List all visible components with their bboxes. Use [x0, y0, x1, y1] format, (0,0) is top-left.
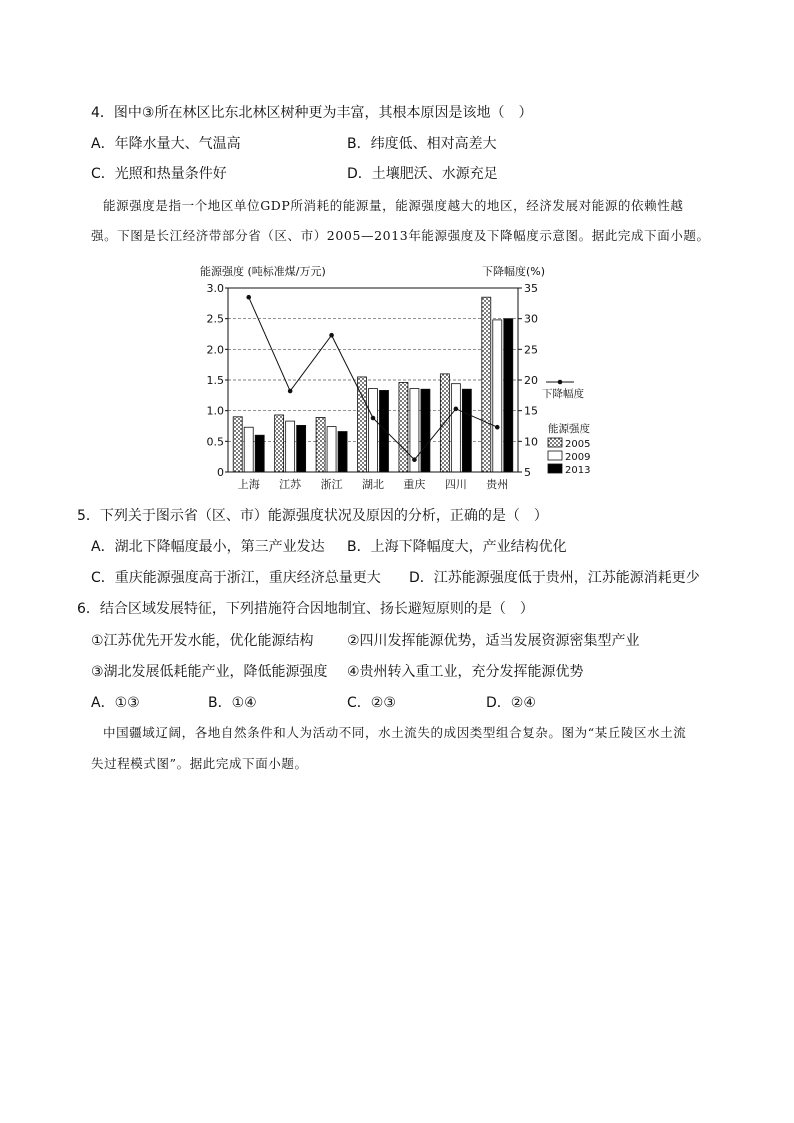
right-tick-label: 15 [524, 404, 538, 418]
bar-2009 [369, 389, 378, 472]
legend-swatch-2013 [548, 464, 562, 473]
q6-item-2: ②四川发挥能源优势，适当发展资源密集型产业 [347, 633, 640, 649]
right-tick-label: 10 [524, 435, 538, 449]
q4-stem: 4．图中③所在林区比东北林区树种更为丰富，其根本原因是该地（ ） [91, 105, 533, 121]
legend-bar-title: 能源强度 [548, 423, 590, 435]
q4-option-d[interactable]: D．土壤肥沃、水源充足 [347, 166, 498, 182]
bar-2009 [451, 384, 460, 472]
bar-2013 [421, 389, 430, 472]
category-label: 湖北 [362, 478, 384, 491]
bar-2005 [358, 377, 367, 472]
bar-2009 [286, 421, 295, 472]
category-label: 贵州 [486, 478, 509, 491]
legend-swatch-2005 [548, 438, 562, 447]
legend-line-marker [558, 380, 563, 385]
q4-option-b[interactable]: B．纬度低、相对高差大 [347, 136, 497, 152]
q5-option-b[interactable]: B．上海下降幅度大，产业结构优化 [347, 539, 567, 555]
category-label: 四川 [444, 478, 467, 491]
decline-rate-point [246, 295, 251, 300]
left-axis-label: 能源强度 (吨标准煤/万元) [200, 265, 326, 278]
bar-2013 [504, 319, 513, 472]
q6-option-a[interactable]: A．①③ [91, 695, 140, 711]
bar-2013 [297, 425, 306, 472]
q5-option-d[interactable]: D．江苏能源强度低于贵州，江苏能源消耗更少 [409, 570, 700, 586]
bar-2013 [380, 390, 389, 472]
bar-2013 [255, 435, 264, 472]
legend-line-label: 下降幅度 [542, 388, 584, 400]
decline-rate-point [371, 416, 376, 421]
legend-label-2009: 2009 [565, 452, 591, 463]
right-axis-label: 下降幅度(%) [482, 265, 546, 278]
left-tick-label: 3.0 [206, 282, 224, 295]
decline-rate-point [454, 407, 459, 412]
legend-label-2013: 2013 [565, 465, 591, 476]
left-tick-label: 2.5 [206, 312, 224, 326]
decline-rate-point [329, 333, 334, 338]
left-tick-label: 1.0 [206, 404, 224, 418]
legend-swatch-2009 [548, 451, 562, 460]
q6-option-c[interactable]: C．②③ [347, 695, 396, 711]
category-label: 江苏 [279, 478, 302, 491]
right-tick-label: 20 [524, 374, 538, 387]
bar-2009 [244, 427, 253, 472]
right-tick-label: 5 [524, 466, 531, 479]
decline-rate-point [495, 425, 500, 430]
energy-intensity-chart [190, 258, 600, 493]
legend-label-2005: 2005 [565, 439, 591, 450]
left-tick-label: 0.5 [206, 435, 224, 449]
intro1-line1: 能源强度是指一个地区单位GDP所消耗的能源量，能源强度越大的地区，经济发展对能源的依赖性越 [103, 198, 684, 213]
category-label: 上海 [237, 478, 260, 491]
intro2-line1: 中国疆域辽阔，各地自然条件和人为活动不同，水土流失的成因类型组合复杂。图为“某丘陵区水土流 [103, 725, 687, 740]
bar-2013 [338, 432, 347, 472]
category-label: 浙江 [320, 478, 343, 491]
bar-2009 [493, 320, 502, 472]
bar-2009 [327, 427, 336, 472]
q5-option-c[interactable]: C．重庆能源强度高于浙江，重庆经济总量更大 [91, 570, 381, 586]
q5-option-a[interactable]: A．湖北下降幅度最小，第三产业发达 [91, 539, 325, 555]
bar-2005 [233, 417, 242, 472]
bar-2005 [482, 297, 491, 472]
q4-option-c[interactable]: C．光照和热量条件好 [91, 166, 227, 182]
q6-item-3: ③湖北发展低耗能产业，降低能源强度 [91, 664, 328, 680]
q6-option-d[interactable]: D．②④ [486, 695, 536, 711]
left-tick-label: 2.0 [206, 343, 224, 357]
intro2-line2: 失过程模式图”。据此完成下面小题。 [91, 756, 308, 771]
bar-2005 [316, 417, 325, 472]
category-label: 重庆 [403, 478, 426, 491]
intro1-line2: 强。下图是长江经济带部分省（区、市）2005—2013年能源强度及下降幅度示意图。据此完成下面小题。 [91, 228, 710, 243]
q4-option-a[interactable]: A．年降水量大、气温高 [91, 136, 241, 152]
bar-2005 [399, 382, 408, 472]
q6-option-b[interactable]: B．①④ [208, 695, 257, 711]
q5-stem: 5．下列关于图示省（区、市）能源强度状况及原因的分析，正确的是（ ） [77, 508, 548, 524]
q6-item-4: ④贵州转入重工业，充分发挥能源优势 [347, 664, 584, 680]
bar-2005 [275, 415, 284, 472]
right-tick-label: 30 [524, 312, 538, 326]
q6-item-1: ①江苏优先开发水能，优化能源结构 [91, 633, 314, 649]
right-tick-label: 35 [524, 282, 538, 295]
left-tick-label: 0 [217, 466, 224, 479]
q6-stem: 6．结合区域发展特征，下列措施符合因地制宜、扬长避短原则的是（ ） [77, 601, 534, 617]
decline-rate-point [412, 457, 417, 462]
decline-rate-point [288, 389, 293, 394]
left-tick-label: 1.5 [206, 374, 224, 387]
bar-2013 [462, 389, 471, 472]
right-tick-label: 25 [524, 343, 538, 357]
